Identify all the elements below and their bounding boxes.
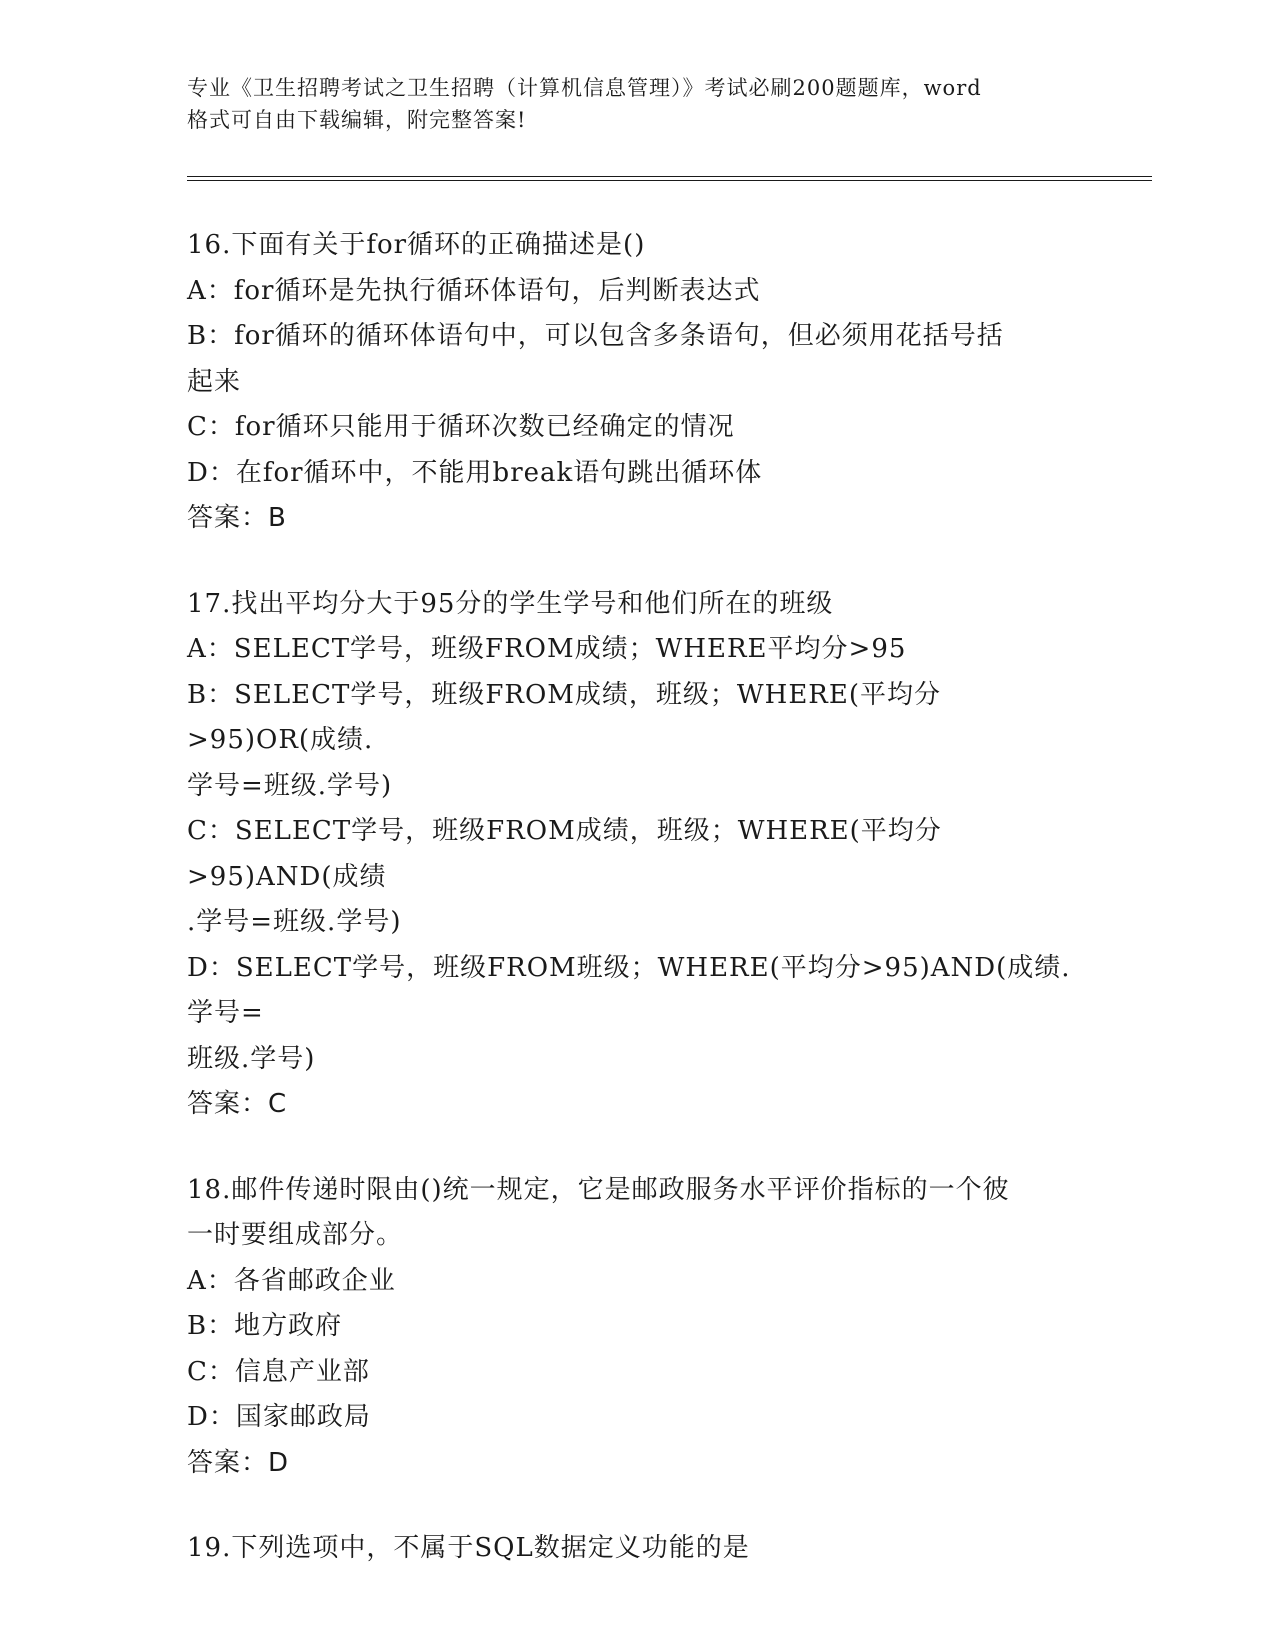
option-c: C：信息产业部 bbox=[187, 1356, 370, 1387]
answer-line: 答案：B bbox=[187, 503, 287, 533]
question-stem: 17.找出平均分大于95分的学生学号和他们所在的班级 bbox=[187, 588, 834, 619]
answer-line: 答案：D bbox=[187, 1447, 290, 1478]
option-b-cont: 学号=班级.学号) bbox=[187, 770, 393, 801]
option-a: A：SELECT学号，班级FROM成绩；WHERE平均分>95 bbox=[187, 634, 907, 664]
option-d: D：国家邮政局 bbox=[187, 1402, 371, 1432]
header-line-1: 专业《卫生招聘考试之卫生招聘（计算机信息管理）》考试必刷200题题库，word bbox=[187, 76, 982, 100]
answer-line: 答案：C bbox=[187, 1089, 288, 1119]
document-header bbox=[187, 72, 1087, 136]
option-c-cont: .学号=班级.学号) bbox=[187, 907, 402, 937]
option-d-cont: 班级.学号) bbox=[187, 1043, 316, 1074]
question-list bbox=[187, 223, 1152, 1572]
option-a: A：各省邮政企业 bbox=[187, 1265, 396, 1296]
question-stem: 19.下列选项中，不属于SQL数据定义功能的是 bbox=[187, 1533, 750, 1563]
question-17 bbox=[187, 582, 1152, 1128]
question-stem: 18.邮件传递时限由()统一规定，它是邮政服务水平评价指标的一个彼 bbox=[187, 1174, 1010, 1205]
option-c: C：SELECT学号，班级FROM成绩，班级；WHERE(平均分>95)AND(成绩 bbox=[187, 816, 942, 892]
option-b: B：地方政府 bbox=[187, 1311, 343, 1341]
option-b-cont: 起来 bbox=[187, 366, 242, 397]
header-divider bbox=[187, 176, 1152, 181]
header-line-2: 格式可自由下载编辑，附完整答案! bbox=[187, 108, 527, 132]
option-d: D：SELECT学号，班级FROM班级；WHERE(平均分>95)AND(成绩.学号= bbox=[187, 952, 1071, 1028]
question-19 bbox=[187, 1526, 1152, 1572]
option-d: D：在for循环中，不能用break语句跳出循环体 bbox=[187, 457, 763, 488]
question-18 bbox=[187, 1168, 1152, 1487]
option-a: A：for循环是先执行循环体语句，后判断表达式 bbox=[187, 275, 761, 306]
question-16 bbox=[187, 223, 1152, 542]
option-c: C：for循环只能用于循环次数已经确定的情况 bbox=[187, 412, 735, 442]
question-stem: 16.下面有关于for循环的正确描述是() bbox=[187, 230, 646, 260]
document-page bbox=[187, 0, 1152, 1612]
question-stem-cont: 一时要组成部分。 bbox=[187, 1220, 404, 1250]
option-b: B：for循环的循环体语句中，可以包含多条语句，但必须用花括号括 bbox=[187, 321, 1004, 351]
option-b: B：SELECT学号，班级FROM成绩，班级；WHERE(平均分>95)OR(成绩. bbox=[187, 679, 942, 755]
